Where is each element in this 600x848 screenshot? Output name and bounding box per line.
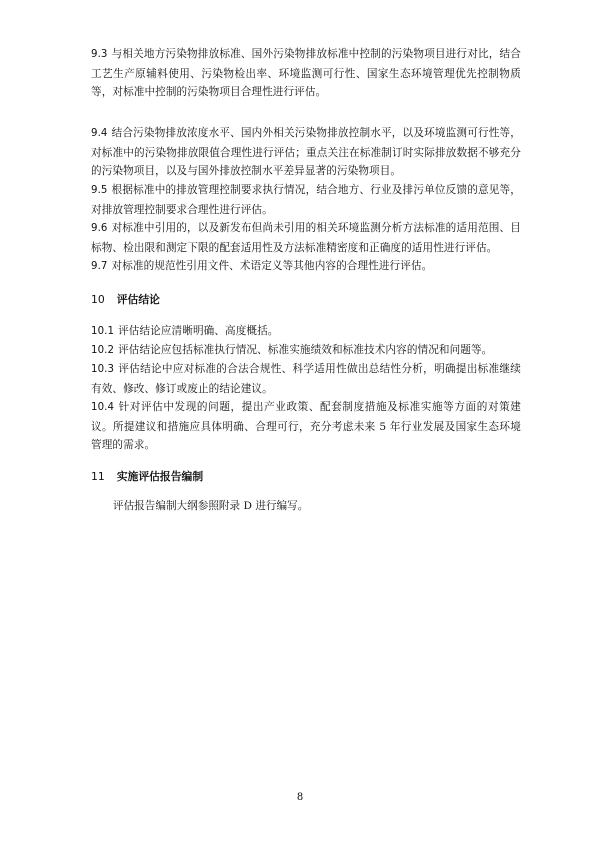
clause-text: 针对评估中发现的问题，提出产业政策、配套制度措施及标准实施等方面的对策建议。所提建议和措施应具体明确、合理可行，充分考虑未来 5 年行业发展及国家生态环境管理的需求。 <box>91 401 521 452</box>
clause-9-3 <box>91 45 521 102</box>
clause-number: 9.7 <box>91 261 108 272</box>
clause-text: 对标准中引用的，以及新发布但尚未引用的相关环境监测分析方法标准的适用范围、目标物、检出限和测定下限的配套适用性及方法标准精密度和正确度的适用性进行评估。 <box>91 222 521 254</box>
clause-9-5 <box>91 181 521 219</box>
clause-9-6 <box>91 219 521 257</box>
clause-number: 10.3 <box>91 364 115 375</box>
clause-text: 根据标准中的排放管理控制要求执行情况，结合地方、行业及排污单位反馈的意见等，对排放管理控制要求合理性进行评估。 <box>91 184 521 216</box>
clause-10-1 <box>91 322 521 342</box>
section-heading-10 <box>91 292 160 307</box>
page-number: 8 <box>296 792 304 803</box>
clause-10-2 <box>91 341 521 361</box>
clause-text: 对标准的规范性引用文件、术语定义等其他内容的合理性进行评估。 <box>111 260 433 272</box>
section-title: 实施评估报告编制 <box>116 470 204 483</box>
section-heading-11 <box>91 469 203 484</box>
clause-10-4 <box>91 398 521 455</box>
clause-text: 评估结论应包括标准执行情况、标准实施绩效和标准技术内容的情况和问题等。 <box>118 344 493 356</box>
clause-number: 9.6 <box>91 223 108 234</box>
clause-number: 10.4 <box>91 402 115 413</box>
clause-number: 10.2 <box>91 345 115 356</box>
clause-9-7 <box>91 257 521 277</box>
clause-number: 10.1 <box>91 326 115 337</box>
section-number: 10 <box>91 293 105 306</box>
section-number: 11 <box>91 470 105 483</box>
clause-text: 与相关地方污染物排放标准、国外污染物排放标准中控制的污染物项目进行对比，结合工艺生产原辅料使用、污染物检出率、环境监测可行性、国家生态环境管理优先控制物质等，对标准中控制的污染物项目合理性进行评估。 <box>91 48 521 99</box>
section-11-body: 评估报告编制大纲参照附录 D 进行编写。 <box>113 500 309 512</box>
clause-text: 评估结论中应对标准的合法合规性、科学适用性做出总结性分析，明确提出标准继续有效、修改、修订或废止的结论建议。 <box>91 363 521 395</box>
clause-10-3 <box>91 360 521 398</box>
clause-text: 评估结论应清晰明确、高度概括。 <box>118 325 279 337</box>
section-title: 评估结论 <box>116 293 160 306</box>
clause-9-4 <box>91 124 521 181</box>
clause-number: 9.3 <box>91 49 108 60</box>
clause-number: 9.5 <box>91 185 108 196</box>
clause-number: 9.4 <box>91 128 108 139</box>
clause-text: 结合污染物排放浓度水平、国内外相关污染物排放控制水平，以及环境监测可行性等，对标准中的污染物排放限值合理性进行评估；重点关注在标准制订时实际排放数据不够充分的污染物项目，以及与国外排放控制水平差异显著的污染物项目。 <box>91 127 521 178</box>
